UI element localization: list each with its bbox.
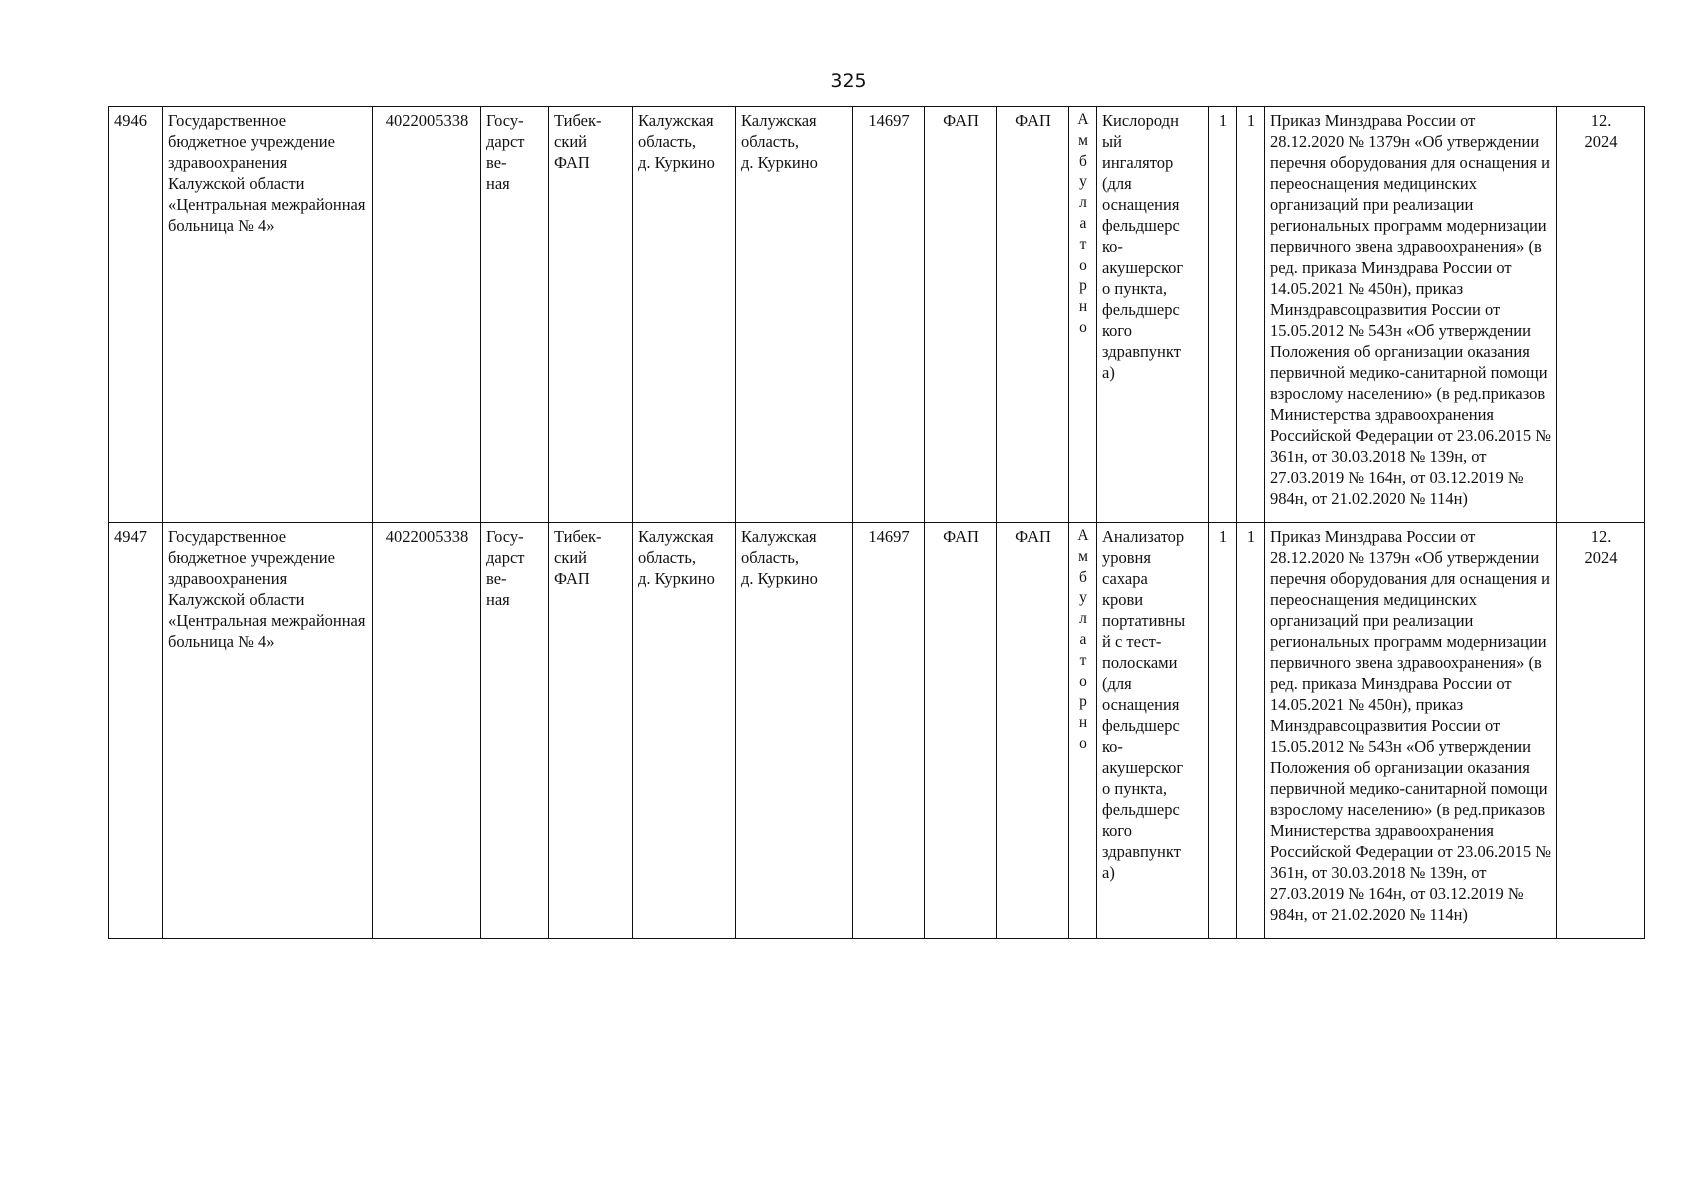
- facility-subtype: ФАП: [997, 107, 1069, 523]
- table-row: [109, 523, 1645, 939]
- equipment-name: Кислородн ый ингалятор (для оснащения фельдшерс ко- акушерског о пункта, фельдшерс кого здравпункт а): [1097, 107, 1209, 523]
- delivery-date: 12. 2024: [1557, 523, 1645, 939]
- inn: 4022005338: [373, 107, 481, 523]
- legal-basis: Приказ Минздрава России от 28.12.2020 № 1379н «Об утверждении перечня оборудования для оснащения и переоснащения медицинских организаций при реализации региональных программ модернизации первичного звена здравоохранения» (в ред. приказа Минздрава России от 14.05.2021 № 450н), приказ Минздравсоцразвития России от 15.05.2012 № 543н «Об утверждении Положения об организации оказания первичной медико-санитарной помощи взрослому населению» (в ред.приказов Министерства здравоохранения Российской Федерации от 23.06.2015 № 361н, от 30.03.2018 № 139н, от 27.03.2019 № 164н, от 03.12.2019 № 984н, от 21.02.2020 № 114н): [1265, 107, 1557, 523]
- quantity-required: 1: [1209, 107, 1237, 523]
- equipment-name: Анализатор уровня сахара крови портативны й с тест- полосками (для оснащения фельдшерс ко- акушерског о пункта, фельдшерс кого здравпункт а): [1097, 523, 1209, 939]
- actual-address: Калужская область, д. Куркино: [736, 523, 853, 939]
- delivery-date: 12. 2024: [1557, 107, 1645, 523]
- quantity-planned: 1: [1237, 107, 1265, 523]
- page-number: 325: [830, 70, 867, 92]
- organization-name: Государственное бюджетное учреждение здравоохранения Калужской области «Центральная межрайонная больница № 4»: [163, 107, 373, 523]
- facility-subtype: ФАП: [997, 523, 1069, 939]
- legal-basis: Приказ Минздрава России от 28.12.2020 № 1379н «Об утверждении перечня оборудования для оснащения и переоснащения медицинских организаций при реализации региональных программ модернизации первичного звена здравоохранения» (в ред. приказа Минздрава России от 14.05.2021 № 450н), приказ Минздравсоцразвития России от 15.05.2012 № 543н «Об утверждении Положения об организации оказания первичной медико-санитарной помощи взрослому населению» (в ред.приказов Министерства здравоохранения Российской Федерации от 23.06.2015 № 361н, от 30.03.2018 № 139н, от 27.03.2019 № 164н, от 03.12.2019 № 984н, от 21.02.2020 № 114н): [1265, 523, 1557, 939]
- row-number: 4946: [109, 107, 163, 523]
- row-number: 4947: [109, 523, 163, 939]
- quantity-planned: 1: [1237, 523, 1265, 939]
- inn: 4022005338: [373, 523, 481, 939]
- actual-address: Калужская область, д. Куркино: [736, 107, 853, 523]
- care-mode: А м б у л а т о р н о: [1069, 523, 1097, 939]
- population-code: 14697: [853, 523, 925, 939]
- legal-address: Калужская область, д. Куркино: [633, 523, 736, 939]
- population-code: 14697: [853, 107, 925, 523]
- facility-type: ФАП: [925, 523, 997, 939]
- ownership-form: Госу- дарст ве- ная: [481, 523, 549, 939]
- legal-address: Калужская область, д. Куркино: [633, 107, 736, 523]
- table-row: [109, 107, 1645, 523]
- care-mode: А м б у л а т о р н о: [1069, 107, 1097, 523]
- equipment-registry-table: [108, 106, 1645, 939]
- ownership-form: Госу- дарст ве- ная: [481, 107, 549, 523]
- quantity-required: 1: [1209, 523, 1237, 939]
- facility-type: ФАП: [925, 107, 997, 523]
- facility-name: Тибек- ский ФАП: [549, 107, 633, 523]
- facility-name: Тибек- ский ФАП: [549, 523, 633, 939]
- organization-name: Государственное бюджетное учреждение здравоохранения Калужской области «Центральная межрайонная больница № 4»: [163, 523, 373, 939]
